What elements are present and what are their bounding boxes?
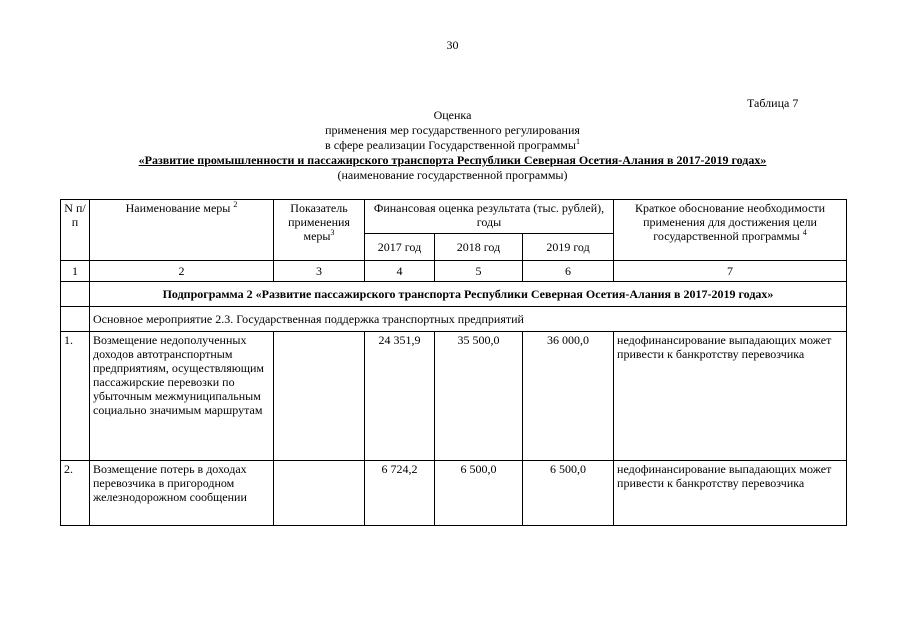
row-2017: 24 351,9 <box>365 332 435 461</box>
table-row <box>61 461 847 526</box>
row-indicator <box>274 332 365 461</box>
table-row <box>61 332 847 461</box>
colnum-6: 6 <box>523 261 614 282</box>
heading-line-5: (наименование государственной программы) <box>337 168 568 182</box>
header-indicator: Показатель применения меры$^3$ <box>274 200 365 261</box>
colnum-7: 7 <box>614 261 847 282</box>
row-name: Возмещение недополученных доходов автотранспортным предприятиям, осуществляющим пассажирские перевозки по убыточным межмуниципальным социально значимым маршрутам <box>90 332 274 461</box>
colnum-3: 3 <box>274 261 365 282</box>
row-2017: 6 724,2 <box>365 461 435 526</box>
heading-line-2: применения мер государственного регулирования <box>325 123 580 137</box>
colnum-1: 1 <box>61 261 90 282</box>
program-title: «Развитие промышленности и пассажирского транспорта Республики Северная Осетия-Алания в 2017-2019 годах» <box>138 153 767 167</box>
page-number: 30 <box>446 38 459 52</box>
row-2019: 6 500,0 <box>523 461 614 526</box>
colnum-2: 2 <box>90 261 274 282</box>
row-2018: 6 500,0 <box>435 461 523 526</box>
heading-line-3: в сфере реализации Государственной программы$^1$ <box>325 137 580 152</box>
header-n: N п/п <box>61 200 90 261</box>
header-fin: Финансовая оценка результата (тыс. рублей), годы <box>365 200 614 234</box>
measures-table <box>60 199 847 526</box>
column-numbers-row <box>61 261 847 282</box>
document-heading <box>100 108 805 183</box>
row-number: 2. <box>61 461 90 526</box>
header-2018: 2018 год <box>435 233 523 260</box>
row-2019: 36 000,0 <box>523 332 614 461</box>
colnum-5: 5 <box>435 261 523 282</box>
row-2018: 35 500,0 <box>435 332 523 461</box>
header-2017: 2017 год <box>365 233 435 260</box>
header-reason: Краткое обоснование необходимости применения для достижения цели государственной программы $^4$ <box>614 200 847 261</box>
main-event-title: Основное мероприятие 2.3. Государственная поддержка транспортных предприятий <box>90 307 847 332</box>
header-row <box>61 200 847 234</box>
row-number: 1. <box>61 332 90 461</box>
row-reason: недофинансирование выпадающих может привести к банкротству перевозчика <box>614 332 847 461</box>
heading-line-1: Оценка <box>433 108 472 122</box>
subprogram-row <box>61 282 847 307</box>
header-2019: 2019 год <box>523 233 614 260</box>
main-event-row <box>61 307 847 332</box>
table-label: Таблица 7 <box>747 96 799 110</box>
colnum-4: 4 <box>365 261 435 282</box>
row-name: Возмещение потерь в доходах перевозчика в пригородном железнодорожном сообщении <box>90 461 274 526</box>
subprogram-title: Подпрограмма 2 «Развитие пассажирского транспорта Республики Северная Осетия-Алания в 2017-2019 годах» <box>90 282 847 307</box>
header-name: Наименование меры $^2$ <box>90 200 274 261</box>
row-indicator <box>274 461 365 526</box>
row-reason: недофинансирование выпадающих может привести к банкротству перевозчика <box>614 461 847 526</box>
